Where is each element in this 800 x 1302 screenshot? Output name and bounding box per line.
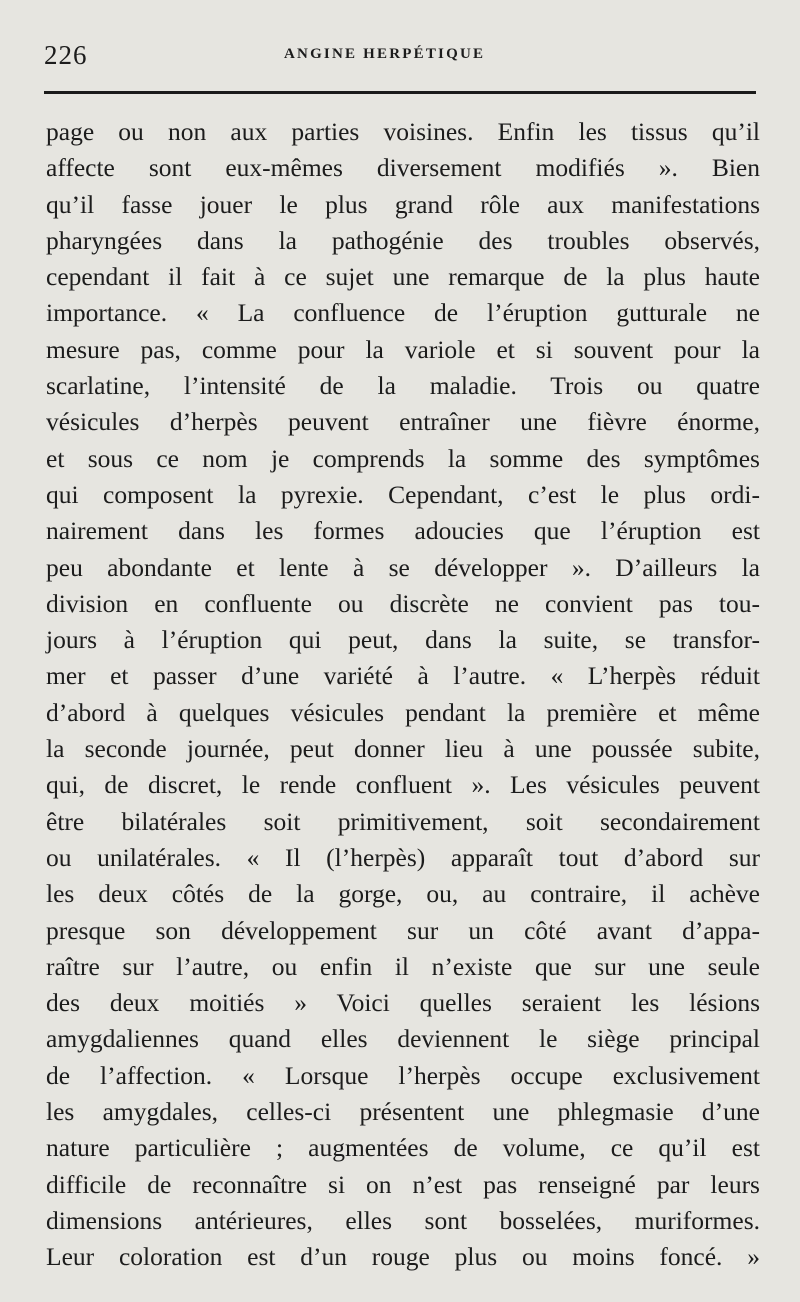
text-line: jours à l’éruption qui peut, dans la suite, se transfor- xyxy=(46,625,760,655)
running-title: ANGINE HERPÉTIQUE xyxy=(284,46,486,62)
page-header xyxy=(44,38,756,78)
text-line: de l’affection. « Lorsque l’herpès occupe exclusivement xyxy=(46,1060,760,1090)
text-line: dimensions antérieures, elles sont bosselées, muriformes. xyxy=(46,1205,760,1235)
text-line: page ou non aux parties voisines. Enfin les tissus qu’il xyxy=(46,117,760,146)
text-line: et sous ce nom je comprends la somme des symptômes xyxy=(46,443,760,473)
text-line: division en confluente ou discrète ne convient pas tou- xyxy=(46,588,760,618)
text-line: importance. « La confluence de l’éruption gutturale ne xyxy=(46,298,760,328)
text-line: pharyngées dans la pathogénie des troubles observés, xyxy=(46,225,760,255)
text-line: d’abord à quelques vésicules pendant la première et même xyxy=(46,697,760,727)
text-line: nairement dans les formes adoucies que l’éruption est xyxy=(46,516,760,546)
text-line: mer et passer d’une variété à l’autre. « L’herpès réduit xyxy=(46,661,760,691)
text-line: qu’il fasse jouer le plus grand rôle aux manifestations xyxy=(46,189,760,219)
text-line: amygdaliennes quand elles deviennent le siège principal xyxy=(46,1024,760,1054)
header-rule xyxy=(44,91,756,94)
text-line: mesure pas, comme pour la variole et si souvent pour la xyxy=(46,334,760,364)
text-line: cependant il fait à ce sujet une remarque de la plus haute xyxy=(46,262,760,292)
text-line: peu abondante et lente à se développer ». D’ailleurs la xyxy=(46,552,760,582)
text-line: qui, de discret, le rende confluent ». Les vésicules peuvent xyxy=(46,770,760,800)
text-line: scarlatine, l’intensité de la maladie. Trois ou quatre xyxy=(46,371,760,401)
text-line: les amygdales, celles-ci présentent une phlegmasie d’une xyxy=(46,1097,760,1127)
page-number: 226 xyxy=(44,40,88,70)
text-line: qui composent la pyrexie. Cependant, c’est le plus ordi- xyxy=(46,479,760,509)
text-line: Leur coloration est d’un rouge plus ou moins foncé. » xyxy=(46,1242,760,1272)
text-line: la seconde journée, peut donner lieu à une poussée subite, xyxy=(46,734,760,764)
text-line: difficile de reconnaître si on n’est pas renseigné par leurs xyxy=(46,1169,760,1199)
text-line: vésicules d’herpès peuvent entraîner une fièvre énorme, xyxy=(46,407,760,437)
body-text xyxy=(46,114,760,1276)
text-line: des deux moitiés » Voici quelles seraient les lésions xyxy=(46,988,760,1018)
text-line: presque son développement sur un côté avant d’appa- xyxy=(46,915,760,945)
text-line: les deux côtés de la gorge, ou, au contraire, il achève xyxy=(46,879,760,909)
text-line: affecte sont eux-mêmes diversement modifiés ». Bien xyxy=(46,153,760,183)
text-line: être bilatérales soit primitivement, soit secondairement xyxy=(46,806,760,836)
text-line: raître sur l’autre, ou enfin il n’existe que sur une seule xyxy=(46,951,760,981)
text-line: nature particulière ; augmentées de volume, ce qu’il est xyxy=(46,1133,760,1163)
text-line: ou unilatérales. « Il (l’herpès) apparaît tout d’abord sur xyxy=(46,842,760,872)
